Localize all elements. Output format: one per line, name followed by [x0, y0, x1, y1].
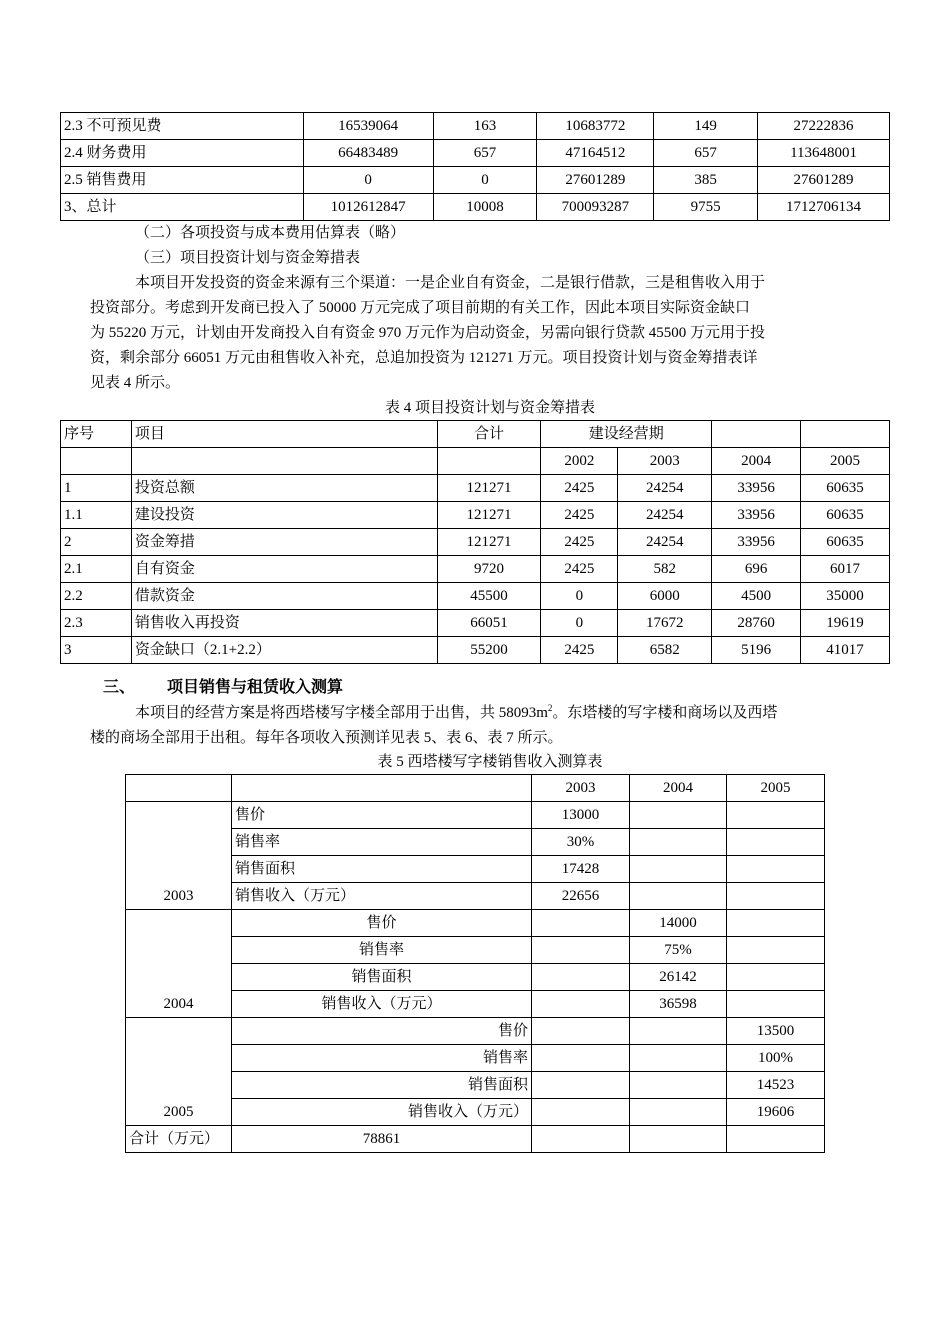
sales-revenue-table [125, 774, 825, 1153]
group-year-2004: 2004 [126, 910, 232, 1018]
paragraph-2-line-1a: 本项目的经营方案是将西塔楼写字楼全部用于出售，共 58093m [135, 705, 548, 721]
label-revenue: 销售收入（万元） [232, 883, 532, 910]
cell-empty [727, 937, 825, 964]
cell-value: 55200 [437, 637, 541, 664]
row-number: 2.1 [61, 556, 132, 583]
cell-value: 24254 [618, 529, 712, 556]
cost-summary-table-body [61, 113, 890, 221]
paragraph-1-line-3: 为 55220 万元，计划由开发商投入自有资金 970 万元作为启动资金，另需向银行贷款 45500 万元用于投 [90, 325, 766, 341]
cell-empty [630, 1126, 727, 1153]
table-5-year-row [126, 775, 825, 802]
cell-value: 19606 [727, 1099, 825, 1126]
cell-value: 60635 [801, 529, 890, 556]
table-row [61, 502, 890, 529]
cell-value: 2425 [541, 475, 618, 502]
cell-empty [727, 829, 825, 856]
cell-value: 30% [532, 829, 630, 856]
cell-empty [727, 883, 825, 910]
cell-empty [532, 1099, 630, 1126]
paragraph-1-line-1: 本项目开发投资的资金来源有三个渠道：一是企业自有资金，二是银行借款，三是租售收入用于 [135, 275, 766, 291]
cell-empty [532, 1045, 630, 1072]
cell-empty [532, 991, 630, 1018]
cell-empty [532, 964, 630, 991]
cell-value: 700093287 [537, 194, 654, 221]
header-empty [712, 421, 801, 448]
label-area: 销售面积 [232, 1072, 532, 1099]
group-year-2003: 2003 [126, 802, 232, 910]
sales-revenue-table-body [126, 775, 825, 1153]
cell-value: 27601289 [758, 167, 890, 194]
cell-empty [630, 883, 727, 910]
cell-value: 47164512 [537, 140, 654, 167]
row-label: 投资总额 [131, 475, 437, 502]
table-row [61, 167, 890, 194]
row-label: 2.5 销售费用 [61, 167, 304, 194]
cell-value: 22656 [532, 883, 630, 910]
cell-value: 66483489 [303, 140, 433, 167]
cell-empty [532, 937, 630, 964]
cell-empty [630, 802, 727, 829]
label-area: 销售面积 [232, 964, 532, 991]
paragraph-1-line-5: 见表 4 所示。 [90, 375, 181, 391]
cell-value: 4500 [712, 583, 801, 610]
label-rate: 销售率 [232, 829, 532, 856]
cell-value: 0 [541, 583, 618, 610]
cell-value: 33956 [712, 475, 801, 502]
total-label: 合计（万元） [126, 1126, 232, 1153]
paragraph-2-line-2: 楼的商场全部用于出租。每年各项收入预测详见表 5、表 6、表 7 所示。 [90, 730, 563, 746]
cell-value: 657 [654, 140, 758, 167]
row-number: 2.2 [61, 583, 132, 610]
t5-year-2003: 2003 [532, 775, 630, 802]
cell-empty [727, 910, 825, 937]
cell-empty [630, 1072, 727, 1099]
cell-value: 2425 [541, 556, 618, 583]
header-empty [801, 421, 890, 448]
table-5-total-row [126, 1126, 825, 1153]
cell-empty [532, 1126, 630, 1153]
label-price: 售价 [232, 802, 532, 829]
year-empty [61, 448, 132, 475]
cell-value: 60635 [801, 475, 890, 502]
label-revenue: 销售收入（万元） [232, 1099, 532, 1126]
row-number: 2.3 [61, 610, 132, 637]
table-row [61, 610, 890, 637]
heading-3-number: 三、 [103, 679, 136, 696]
cell-empty [532, 1072, 630, 1099]
cell-empty [727, 802, 825, 829]
cell-value: 9720 [437, 556, 541, 583]
cell-value: 696 [712, 556, 801, 583]
row-label: 销售收入再投资 [131, 610, 437, 637]
cell-value: 6000 [618, 583, 712, 610]
label-price: 售价 [232, 1018, 532, 1045]
cell-value: 24254 [618, 475, 712, 502]
table-row [61, 140, 890, 167]
row-label: 资金筹措 [131, 529, 437, 556]
table-4-header-row [61, 421, 890, 448]
paragraph-1-line-2: 投资部分。考虑到开发商已投入了 50000 万元完成了项目前期的有关工作，因此本项目实际资金缺口 [90, 300, 751, 316]
row-label: 2.3 不可预见费 [61, 113, 304, 140]
table-row [61, 529, 890, 556]
cell-empty [727, 856, 825, 883]
label-area: 销售面积 [232, 856, 532, 883]
corner-empty [232, 775, 532, 802]
cell-value: 75% [630, 937, 727, 964]
cell-value: 10008 [433, 194, 537, 221]
cell-value: 13000 [532, 802, 630, 829]
cell-value: 6582 [618, 637, 712, 664]
t5-year-2005: 2005 [727, 775, 825, 802]
cell-value: 2425 [541, 502, 618, 529]
cell-value: 27222836 [758, 113, 890, 140]
cost-summary-table [60, 112, 890, 221]
row-number: 3 [61, 637, 132, 664]
row-label: 借款资金 [131, 583, 437, 610]
table-row [61, 113, 890, 140]
cell-value: 149 [654, 113, 758, 140]
cell-empty [532, 910, 630, 937]
total-value: 78861 [232, 1126, 532, 1153]
row-label: 3、总计 [61, 194, 304, 221]
table-row [61, 556, 890, 583]
row-number: 1 [61, 475, 132, 502]
cell-empty [727, 964, 825, 991]
group-year-2005: 2005 [126, 1018, 232, 1126]
year-empty [437, 448, 541, 475]
row-label: 自有资金 [131, 556, 437, 583]
investment-plan-table [60, 420, 890, 664]
cell-value: 1012612847 [303, 194, 433, 221]
cell-value: 0 [433, 167, 537, 194]
row-number: 2 [61, 529, 132, 556]
cell-empty [727, 1126, 825, 1153]
cell-value: 45500 [437, 583, 541, 610]
cell-empty [630, 856, 727, 883]
cell-value: 657 [433, 140, 537, 167]
cell-value: 24254 [618, 502, 712, 529]
cell-value: 163 [433, 113, 537, 140]
cell-empty [630, 1018, 727, 1045]
table-row [61, 583, 890, 610]
row-number: 1.1 [61, 502, 132, 529]
row-label: 建设投资 [131, 502, 437, 529]
table-4-caption: 表 4 项目投资计划与资金筹措表 [384, 400, 595, 416]
cell-value: 41017 [801, 637, 890, 664]
label-rate: 销售率 [232, 937, 532, 964]
superscript-2: 2 [547, 703, 553, 713]
cell-value: 17428 [532, 856, 630, 883]
paragraph-2-line-1 [135, 701, 777, 725]
cell-value: 9755 [654, 194, 758, 221]
cell-value: 27601289 [537, 167, 654, 194]
cell-value: 100% [727, 1045, 825, 1072]
cell-value: 5196 [712, 637, 801, 664]
row-label: 资金缺口（2.1+2.2） [131, 637, 437, 664]
cell-empty [630, 1099, 727, 1126]
cell-value: 60635 [801, 502, 890, 529]
label-revenue: 销售收入（万元） [232, 991, 532, 1018]
cell-empty [727, 991, 825, 1018]
cell-value: 0 [303, 167, 433, 194]
paragraph-1-line-4: 资，剩余部分 66051 万元由租售收入补充，总追加投资为 121271 万元。项目投资计划与资金筹措表详 [90, 350, 758, 366]
paragraph-2-line-1b: 。东塔楼的写字楼和商场以及西塔 [552, 705, 778, 721]
cell-value: 33956 [712, 529, 801, 556]
header-total: 合计 [437, 421, 541, 448]
year-2004: 2004 [712, 448, 801, 475]
cell-value: 113648001 [758, 140, 890, 167]
table-row [126, 802, 825, 829]
cell-empty [630, 829, 727, 856]
cell-value: 6017 [801, 556, 890, 583]
cell-value: 14523 [727, 1072, 825, 1099]
year-2005: 2005 [801, 448, 890, 475]
heading-3-title: 项目销售与租赁收入测算 [167, 679, 344, 696]
year-2003: 2003 [618, 448, 712, 475]
year-2002: 2002 [541, 448, 618, 475]
cell-value: 26142 [630, 964, 727, 991]
table-row [61, 194, 890, 221]
cell-value: 66051 [437, 610, 541, 637]
cell-empty [630, 1045, 727, 1072]
table-row [126, 910, 825, 937]
cell-value: 36598 [630, 991, 727, 1018]
header-no: 序号 [61, 421, 132, 448]
table-row [61, 475, 890, 502]
label-rate: 销售率 [232, 1045, 532, 1072]
cell-value: 121271 [437, 502, 541, 529]
t5-year-2004: 2004 [630, 775, 727, 802]
section-2-title: （二）各项投资与成本费用估算表（略） [135, 225, 406, 241]
cell-value: 582 [618, 556, 712, 583]
cell-value: 14000 [630, 910, 727, 937]
cell-value: 0 [541, 610, 618, 637]
label-price: 售价 [232, 910, 532, 937]
corner-empty [126, 775, 232, 802]
table-5-caption: 表 5 西塔楼写字楼销售收入测算表 [377, 754, 603, 770]
header-item: 项目 [131, 421, 437, 448]
cell-value: 35000 [801, 583, 890, 610]
section-3-title: （三）项目投资计划与资金筹措表 [135, 250, 361, 266]
header-period: 建设经营期 [541, 421, 712, 448]
cell-value: 10683772 [537, 113, 654, 140]
cell-value: 2425 [541, 637, 618, 664]
cell-value: 13500 [727, 1018, 825, 1045]
cell-value: 385 [654, 167, 758, 194]
cell-value: 121271 [437, 529, 541, 556]
cell-value: 1712706134 [758, 194, 890, 221]
cell-value: 2425 [541, 529, 618, 556]
cell-value: 16539064 [303, 113, 433, 140]
row-label: 2.4 财务费用 [61, 140, 304, 167]
cell-value: 121271 [437, 475, 541, 502]
cell-value: 33956 [712, 502, 801, 529]
table-row [126, 1018, 825, 1045]
cell-value: 19619 [801, 610, 890, 637]
cell-empty [532, 1018, 630, 1045]
table-4-year-row [61, 448, 890, 475]
investment-plan-table-body [61, 421, 890, 664]
cell-value: 17672 [618, 610, 712, 637]
year-empty [131, 448, 437, 475]
cell-value: 28760 [712, 610, 801, 637]
table-row [61, 637, 890, 664]
